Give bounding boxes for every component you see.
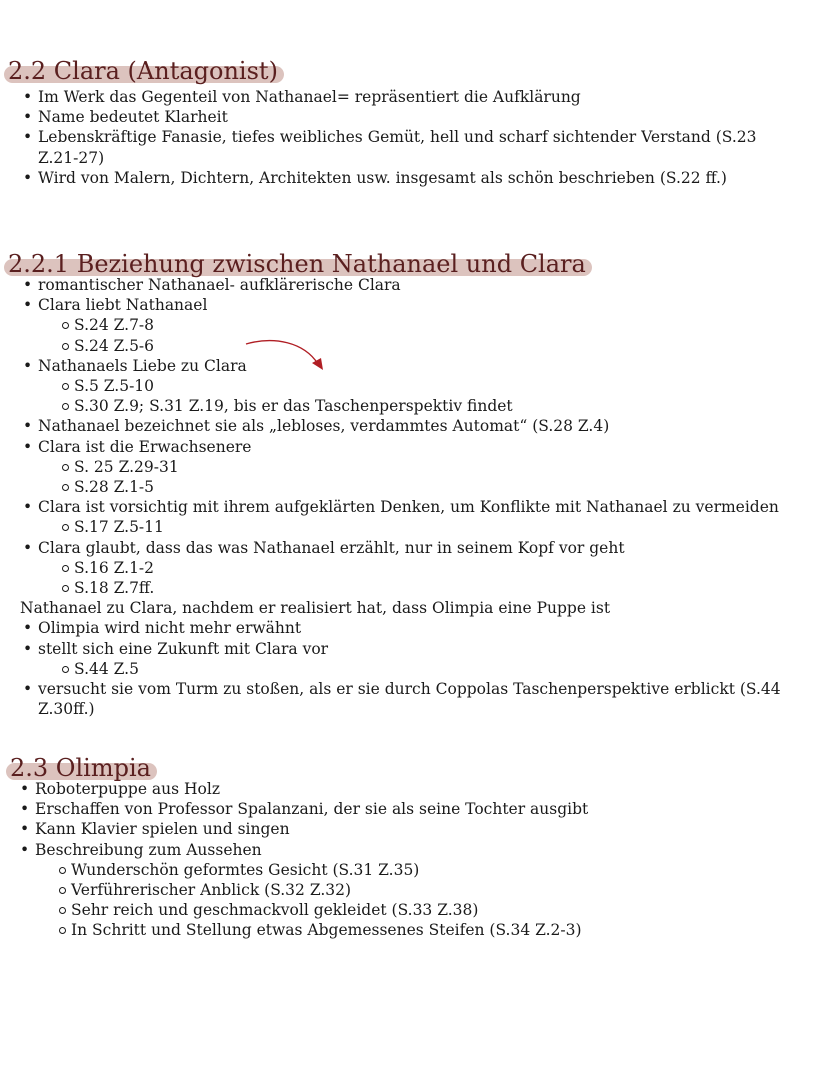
list-item: • Im Werk das Gegenteil von Nathanael= repräsentiert die Aufklärung [20,87,788,107]
list-item: • Erschaffen von Professor Spalanzani, der sie als seine Tochter ausgibt [17,799,788,819]
list-item: • Clara ist vorsichtig mit ihrem aufgeklärten Denken, um Konflikte mit Nathanael zu vermeiden [20,497,788,517]
list-item: • Clara liebt Nathanael [20,295,788,315]
list-item: • Kann Klavier spielen und singen [17,819,788,839]
list-item: • Beschreibung zum Aussehen [17,840,788,860]
sub-list-item: S.24 Z.5-6 [20,336,788,356]
list-item: • Nathanaels Liebe zu Clara [20,356,788,376]
list-item: • Wird von Malern, Dichtern, Architekten usw. insgesamt als schön beschrieben (S.22 ff.) [20,168,788,188]
sub-list-item: Verführerischer Anblick (S.32 Z.32) [17,880,788,900]
sub-list-item: S.24 Z.7-8 [20,315,788,335]
list-item: • Clara ist die Erwachsenere [20,437,788,457]
heading-clara-text: 2.2 Clara (Antagonist) [8,57,278,85]
sub-list-item: In Schritt und Stellung etwas Abgemessenes Steifen (S.34 Z.2-3) [17,920,788,940]
paragraph-line: Nathanael zu Clara, nachdem er realisiert hat, dass Olimpia eine Puppe ist [20,599,611,618]
list-item: • Lebenskräftige Fanasie, tiefes weibliches Gemüt, hell und scharf sichtender Verstand (S.23 Z.21-27) [20,127,788,167]
list-item: • Roboterpuppe aus Holz [17,779,788,799]
annotation-arrow-icon [244,336,334,376]
sub-list-item: S.44 Z.5 [20,659,788,679]
sub-list-item: S.16 Z.1-2 [20,558,788,578]
list-item: • stellt sich eine Zukunft mit Clara vor [20,639,788,659]
relationship-list [20,275,788,719]
heading-olimpia-text: 2.3 Olimpia [10,754,151,782]
list-item: • Nathanael bezeichnet sie als „lebloses, verdammtes Automat“ (S.28 Z.4) [20,416,788,436]
sub-list-item: S.18 Z.7ff. [20,578,788,598]
list-item: • romantischer Nathanael- aufklärerische Clara [20,275,788,295]
list-item: • versucht sie vom Turm zu stoßen, als er sie durch Coppolas Taschenperspektive erblickt (S.44 Z.30ff.) [20,679,788,719]
list-item: • Name bedeutet Klarheit [20,107,788,127]
sub-list-item: Sehr reich und geschmackvoll gekleidet (S.33 Z.38) [17,900,788,920]
olimpia-list [17,779,788,941]
sub-list-item: Wunderschön geformtes Gesicht (S.31 Z.35) [17,860,788,880]
list-item: • Olimpia wird nicht mehr erwähnt [20,618,788,638]
sub-list-item: S.28 Z.1-5 [20,477,788,497]
clara-list [20,87,788,188]
sub-list-item: S. 25 Z.29-31 [20,457,788,477]
sub-list-item: S.30 Z.9; S.31 Z.19, bis er das Taschenperspektiv findet [20,396,788,416]
list-item: • Clara glaubt, dass das was Nathanael erzählt, nur in seinem Kopf vor geht [20,538,788,558]
sub-list-item: S.5 Z.5-10 [20,376,788,396]
heading-clara [6,56,280,86]
sub-list-item: S.17 Z.5-11 [20,517,788,537]
heading-relationship-text: 2.2.1 Beziehung zwischen Nathanael und Clara [8,250,586,278]
